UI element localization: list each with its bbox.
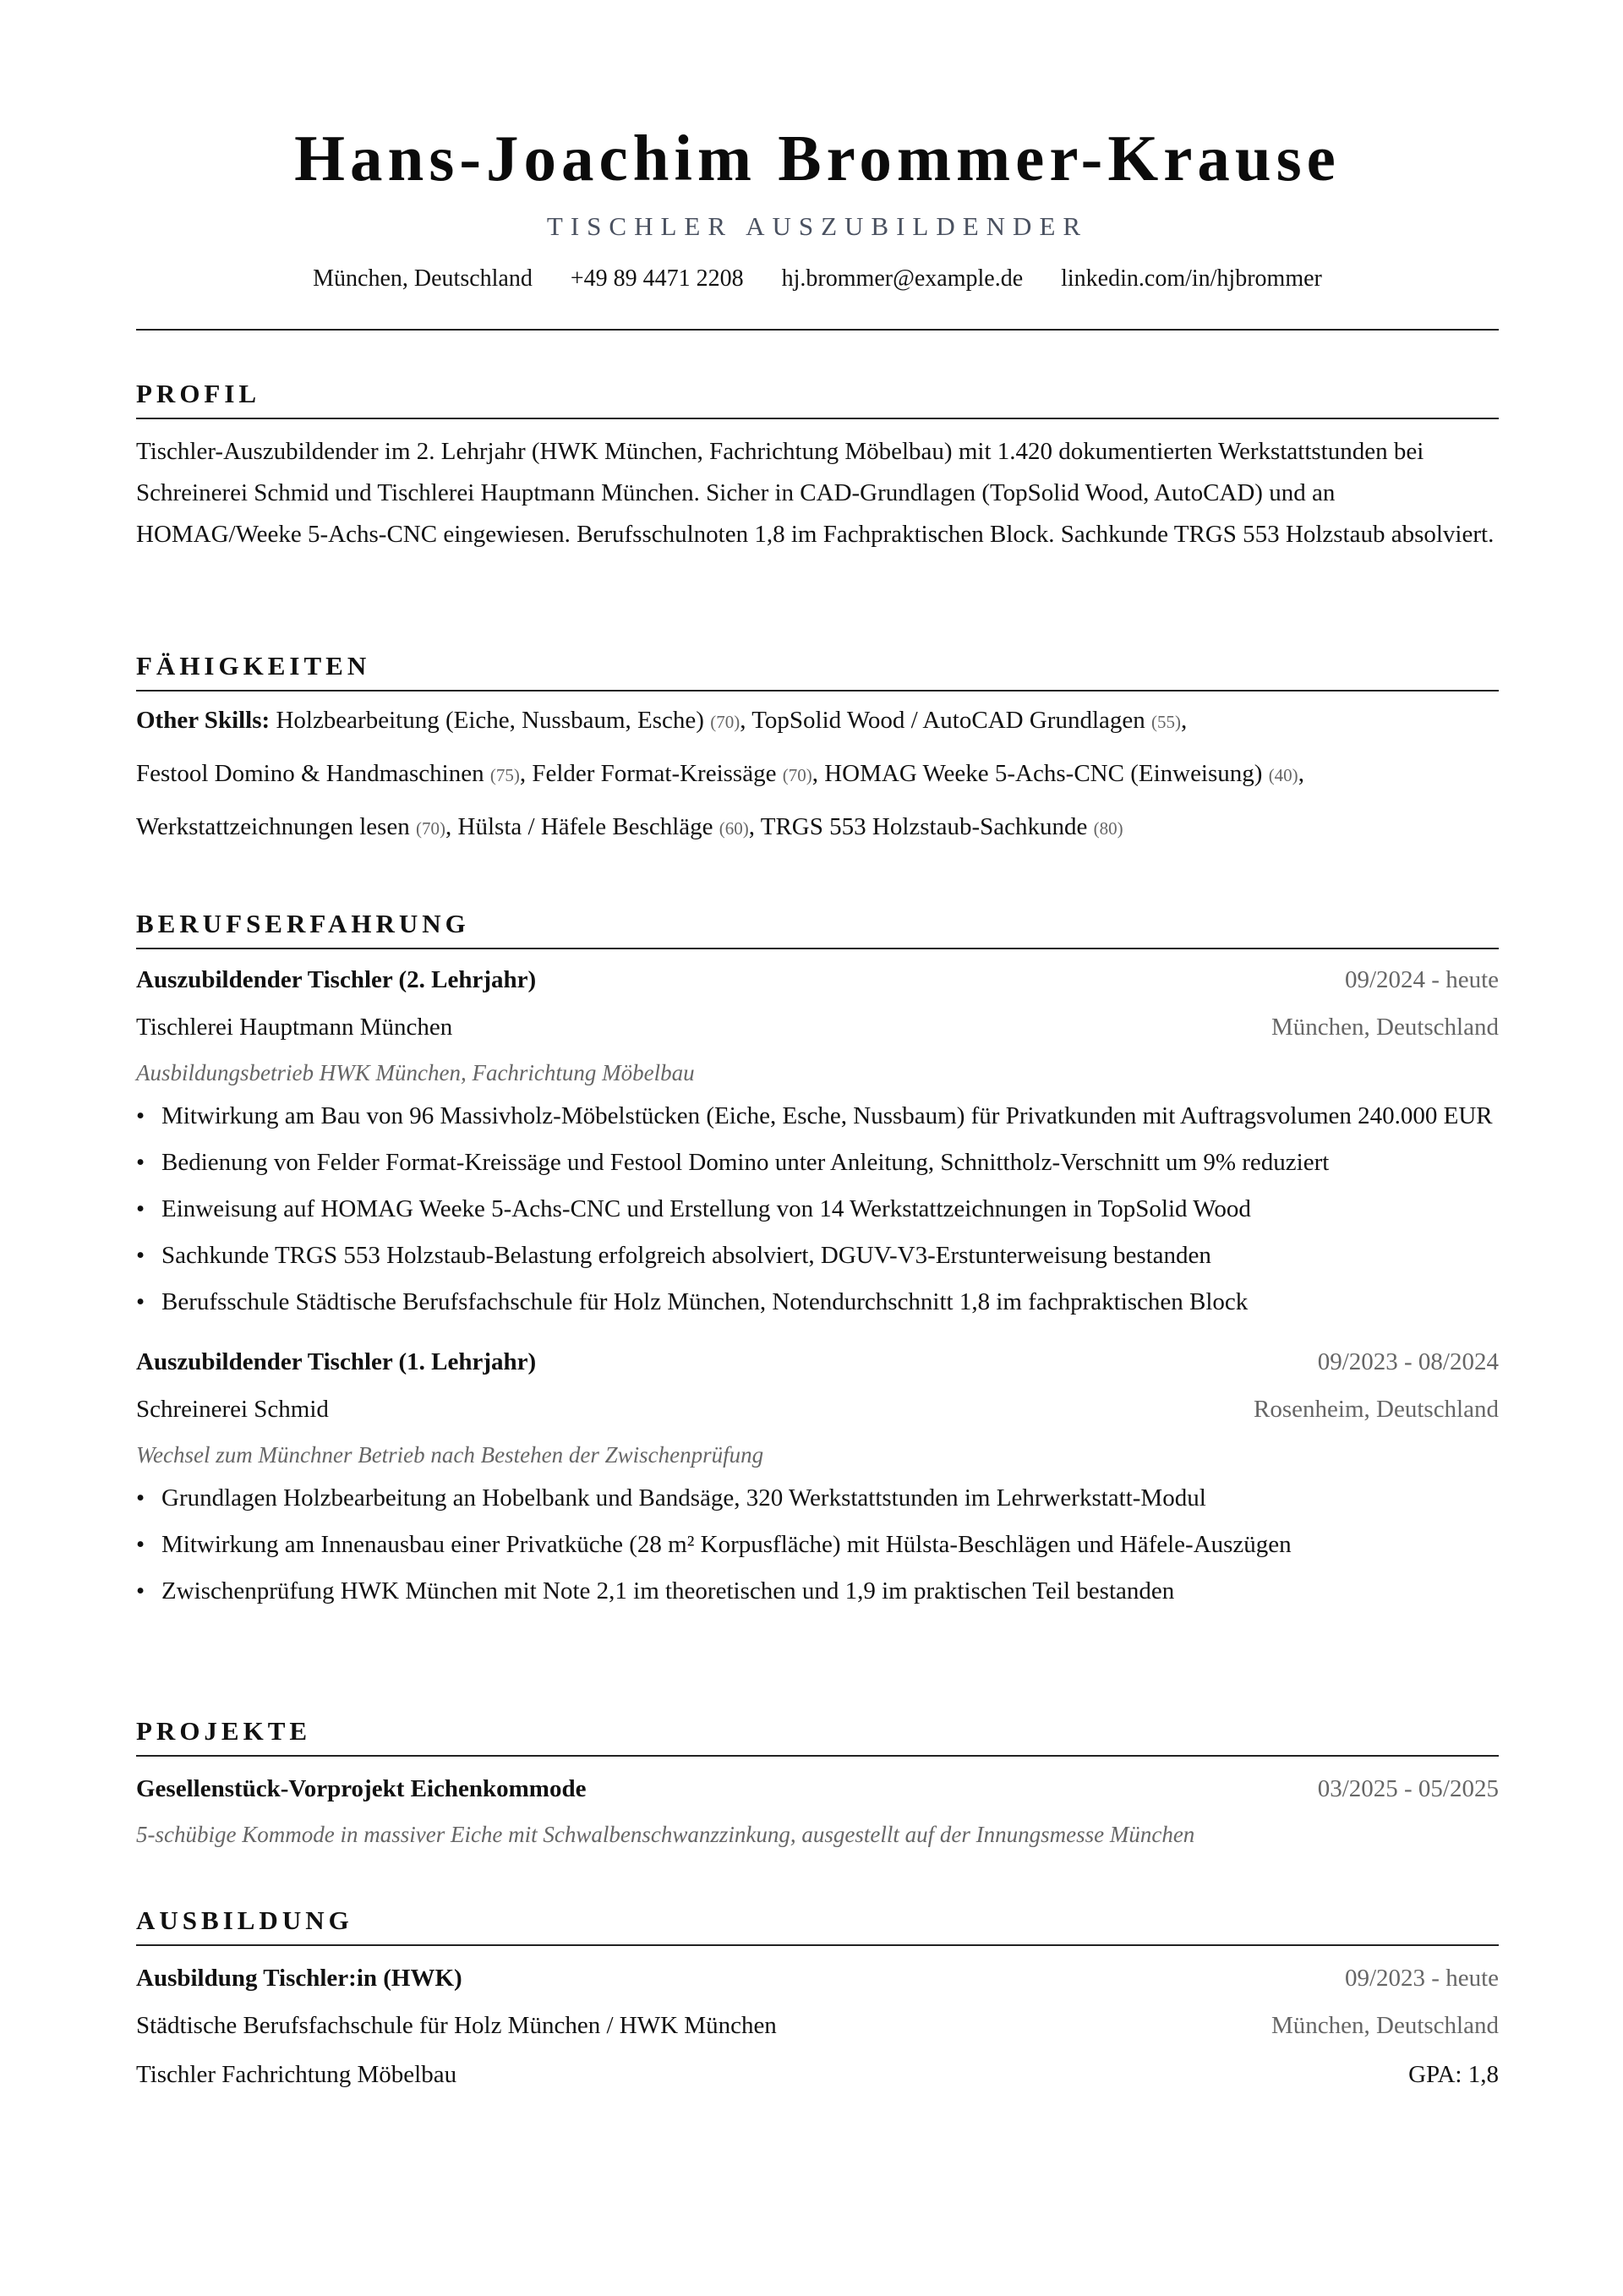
project-entry xyxy=(136,1772,1499,1851)
skill-level: (80) xyxy=(1093,818,1123,839)
skills-list xyxy=(136,695,1499,855)
job-note: Ausbildungsbetrieb HWK München, Fachrichtung Möbelbau xyxy=(136,1060,695,1085)
job-dates: 09/2023 - 08/2024 xyxy=(1317,1348,1499,1375)
education-dates: 09/2023 - heute xyxy=(1344,1965,1499,1992)
job-dates: 09/2024 - heute xyxy=(1344,966,1499,993)
education-school-row xyxy=(136,2009,1499,2042)
education-degree: Ausbildung Tischler:in (HWK) xyxy=(136,1965,462,1992)
job-title: TISCHLER AUSZUBILDENDER xyxy=(546,211,1089,241)
job-company: Schreinerei Schmid xyxy=(136,1396,329,1423)
skill-separator: , xyxy=(1181,707,1188,734)
job-bullet: • Grundlagen Holzbearbeitung an Hobelbank und Bandsäge, 320 Werkstattstunden im Lehrwerkstatt-Modul xyxy=(136,1479,1499,1517)
job-company-row xyxy=(136,1392,1499,1426)
job-header-row xyxy=(136,963,1499,997)
skill-name: Felder Format-Kreissäge xyxy=(532,760,777,787)
job-bullet: • Sachkunde TRGS 553 Holzstaub-Belastung erfolgreich absolviert, DGUV-V3-Erstunterweisung bestanden xyxy=(136,1236,1499,1275)
contact-phone: +49 89 4471 2208 xyxy=(570,265,744,292)
skill-level: (60) xyxy=(719,818,749,839)
skill-separator: , xyxy=(1298,760,1304,787)
job-entry xyxy=(136,1345,1499,1610)
job-note: Wechsel zum Münchner Betrieb nach Bestehen der Zwischenprüfung xyxy=(136,1442,764,1468)
education-field-row xyxy=(136,2058,1499,2091)
education-gpa: GPA: 1,8 xyxy=(1408,2061,1499,2088)
job-bullet: • Einweisung auf HOMAG Weeke 5-Achs-CNC und Erstellung von 14 Werkstattzeichnungen in TopSolid Wood xyxy=(136,1189,1499,1228)
education-field: Tischler Fachrichtung Möbelbau xyxy=(136,2061,457,2088)
education-header-row xyxy=(136,1961,1499,1995)
job-bullets xyxy=(136,1096,1499,1321)
skill-level: (75) xyxy=(489,765,520,785)
skill-level: (70) xyxy=(782,765,812,785)
skills-line-2 xyxy=(136,748,1499,801)
skill-name: HOMAG Weeke 5-Achs-CNC (Einweisung) xyxy=(824,760,1263,787)
section-profile xyxy=(136,377,1499,555)
section-skills xyxy=(136,649,1499,855)
skill-name: TopSolid Wood / AutoCAD Grundlagen xyxy=(751,707,1145,734)
education-location: München, Deutschland xyxy=(1271,2012,1499,2039)
section-title-projects: PROJEKTE xyxy=(136,1716,312,1746)
section-divider xyxy=(136,1755,1499,1757)
skills-line-3 xyxy=(136,801,1499,855)
skill-separator: , xyxy=(748,813,761,840)
education-entry xyxy=(136,1961,1499,2091)
job-location: München, Deutschland xyxy=(1271,1014,1499,1041)
skill-separator: , xyxy=(740,707,752,734)
skill-level: (40) xyxy=(1268,765,1298,785)
job-role: Auszubildender Tischler (1. Lehrjahr) xyxy=(136,1348,537,1375)
skill-level: (70) xyxy=(416,818,446,839)
skill-level: (70) xyxy=(710,712,740,732)
job-entry xyxy=(136,963,1499,1321)
skills-label: Other Skills: xyxy=(136,707,270,734)
skills-line-1 xyxy=(136,695,1499,748)
job-company: Tischlerei Hauptmann München xyxy=(136,1014,453,1041)
project-header-row xyxy=(136,1772,1499,1806)
job-bullet: • Berufsschule Städtische Berufsfachschule für Holz München, Notendurchschnitt 1,8 im fachpraktischen Block xyxy=(136,1282,1499,1321)
job-location: Rosenheim, Deutschland xyxy=(1254,1396,1499,1423)
job-company-row xyxy=(136,1010,1499,1044)
contact-line xyxy=(136,263,1499,295)
section-title-profile: PROFIL xyxy=(136,379,261,408)
job-bullets xyxy=(136,1479,1499,1610)
section-experience xyxy=(136,907,1499,1610)
skill-separator: , xyxy=(519,760,533,787)
skill-name: TRGS 553 Holzstaub-Sachkunde xyxy=(760,813,1088,840)
section-title-skills: FÄHIGKEITEN xyxy=(136,651,371,681)
skill-separator: , xyxy=(445,813,458,840)
section-education xyxy=(136,1904,1499,2091)
section-title-experience: BERUFSERFAHRUNG xyxy=(136,909,470,938)
header-divider xyxy=(136,329,1499,331)
job-header-row xyxy=(136,1345,1499,1379)
section-projects xyxy=(136,1714,1499,1851)
candidate-name: Hans-Joachim Brommer-Krause xyxy=(294,122,1341,194)
skill-name: Holzbearbeitung (Eiche, Nussbaum, Esche) xyxy=(276,707,704,734)
contact-email: hj.brommer@example.de xyxy=(781,265,1024,292)
education-school: Städtische Berufsfachschule für Holz München / HWK München xyxy=(136,2012,777,2039)
section-divider xyxy=(136,418,1499,419)
section-divider xyxy=(136,690,1499,692)
skill-level: (55) xyxy=(1151,712,1181,732)
skill-name: Festool Domino & Handmaschinen xyxy=(136,760,484,787)
job-bullet: • Zwischenprüfung HWK München mit Note 2,1 im theoretischen und 1,9 im praktischen Teil bestanden xyxy=(136,1572,1499,1610)
section-divider xyxy=(136,948,1499,949)
section-divider xyxy=(136,1944,1499,1946)
contact-location: München, Deutschland xyxy=(313,265,533,292)
project-dates: 03/2025 - 05/2025 xyxy=(1317,1775,1499,1802)
job-bullet: • Mitwirkung am Innenausbau einer Privatküche (28 m² Korpusfläche) mit Hülsta-Beschlägen und Häfele-Auszügen xyxy=(136,1525,1499,1564)
skill-name: Werkstattzeichnungen lesen xyxy=(136,813,410,840)
skill-name: Hülsta / Häfele Beschläge xyxy=(457,813,713,840)
project-description: 5-schübige Kommode in massiver Eiche mit Schwalbenschwanzzinkung, ausgestellt auf der Innungsmesse München xyxy=(136,1822,1195,1847)
profile-text: Tischler-Auszubildender im 2. Lehrjahr (HWK München, Fachrichtung Möbelbau) mit 1.420 dokumentierten Werkstattstunden bei Schreinerei Schmid und Tischlerei Hauptmann München. Sicher in CAD-Grundlagen (TopSolid Wood, AutoCAD) und an HOMAG/Weeke 5-Achs-CNC eingewiesen. Berufsschulnoten 1,8 im Fachpraktischen Block. Sachkunde TRGS 553 Holzstaub absolviert. xyxy=(136,438,1495,548)
job-bullet: • Bedienung von Felder Format-Kreissäge und Festool Domino unter Anleitung, Schnittholz-Verschnitt um 9% reduziert xyxy=(136,1143,1499,1182)
job-bullet: • Mitwirkung am Bau von 96 Massivholz-Möbelstücken (Eiche, Esche, Nussbaum) für Privatkunden mit Auftragsvolumen 240.000 EUR xyxy=(136,1096,1499,1135)
contact-linkedin: linkedin.com/in/hjbrommer xyxy=(1061,265,1322,292)
project-name: Gesellenstück-Vorprojekt Eichenkommode xyxy=(136,1775,587,1802)
section-title-education: AUSBILDUNG xyxy=(136,1905,353,1935)
job-role: Auszubildender Tischler (2. Lehrjahr) xyxy=(136,966,537,993)
skill-separator: , xyxy=(812,760,825,787)
